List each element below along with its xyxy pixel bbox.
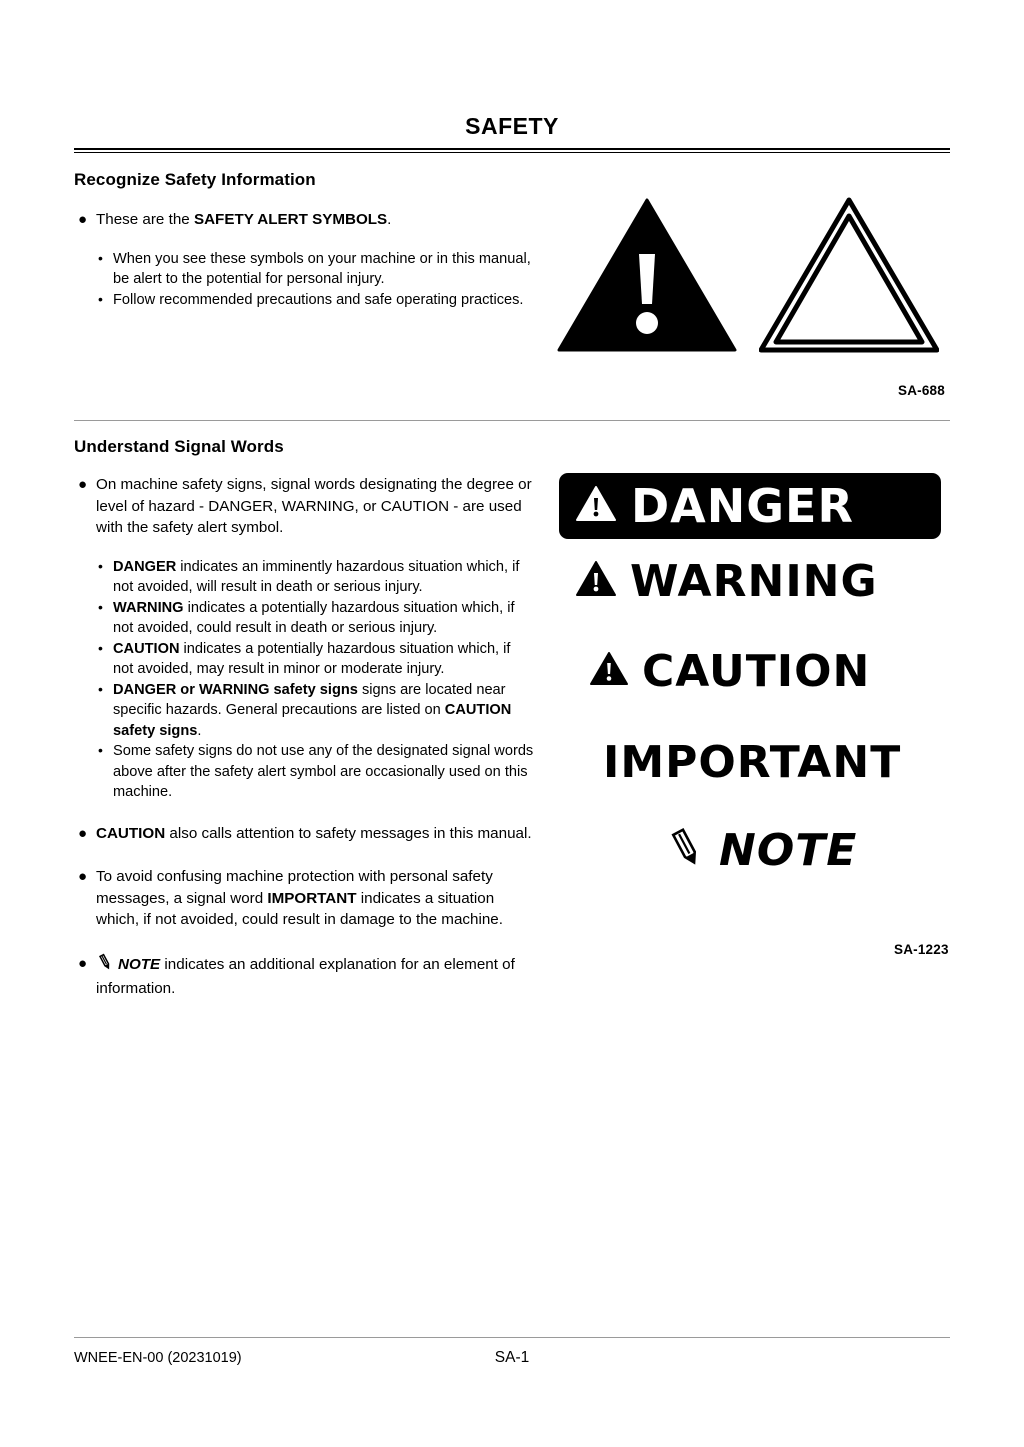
text-bold-fragment: DANGER: [113, 558, 177, 575]
spacer: [74, 846, 534, 866]
list-item: [96, 639, 534, 680]
list-item: [96, 557, 534, 598]
section-heading-recognize-safety-information: Recognize Safety Information: [74, 170, 316, 189]
footer-divider: [74, 1337, 950, 1338]
list-item: [74, 953, 534, 1000]
text-fragment: indicates an imminently hazardous situation which, if not avoided, will result in death or serious injury.: [113, 558, 520, 595]
list-item: [96, 598, 534, 639]
text-fragment: indicates a potentially hazardous situation which, if not avoided, may result in minor or moderate injury.: [113, 640, 511, 677]
sub-bullet-text: Follow recommended precautions and safe operating practices.: [113, 291, 524, 308]
figure-caption-sa-688: SA-688: [898, 383, 945, 398]
spacer: [74, 541, 534, 557]
text-bold-fragment: DANGER or WARNING safety signs: [113, 681, 358, 698]
text-bold-fragment: CAUTION: [96, 824, 166, 842]
safety-alert-triangle-outline-icon: [759, 196, 939, 354]
spacer: [74, 803, 534, 823]
pencil-icon: [667, 827, 707, 874]
pencil-icon: [96, 953, 115, 979]
bullet-dot-icon: ●: [78, 211, 88, 228]
section-divider: [74, 420, 950, 421]
safety-alert-triangle-solid-icon: [557, 196, 737, 354]
text-fragment: indicates a situation which, if not avoided, could result in damage to the machine.: [96, 889, 503, 928]
sub-bullet-icon: •: [98, 742, 103, 758]
list-item: [96, 249, 534, 290]
signal-plate-warning: [575, 551, 941, 611]
bullet-text: On machine safety signs, signal words designating the degree or level of hazard - DANGER, WARNING, or CAUTION - are used with the safety alert symbol.: [96, 476, 532, 536]
list-item: [96, 741, 534, 803]
text-fragment: also calls attention to safety messages in this manual.: [165, 824, 532, 842]
sub-bullet-icon: •: [98, 249, 103, 266]
bullet-dot-icon: ●: [78, 954, 88, 972]
signal-word-label: NOTE: [719, 824, 858, 876]
sub-bullet-icon: •: [98, 557, 103, 574]
text-fragment: indicates a potentially hazardous situation which, if not avoided, could result in death or serious injury.: [113, 599, 515, 636]
signal-plate-caution: [589, 641, 941, 701]
list-item: [96, 680, 534, 742]
figure-safety-alert-symbols: [557, 196, 939, 354]
section1-sublist: [96, 249, 534, 311]
text-fragment: indicates an additional explanation for an element of information.: [96, 955, 515, 997]
text-fragment: signs are located near specific hazards. General precautions are listed on: [113, 681, 506, 718]
section1-text-column: [74, 209, 534, 310]
spacer: [74, 933, 534, 953]
sub-bullet-icon: •: [98, 680, 103, 697]
sub-bullet-text: When you see these symbols on your machine or in this manual, be alert to the potential for personal injury.: [113, 250, 531, 287]
sub-bullet-icon: •: [98, 598, 103, 615]
signal-plate-important: [603, 733, 941, 791]
page-content: [74, 0, 950, 1447]
text-bold-fragment: SAFETY ALERT SYMBOLS: [193, 211, 388, 228]
section-heading-understand-signal-words: Understand Signal Words: [74, 437, 284, 456]
bullet-dot-icon: ●: [78, 824, 88, 842]
signal-word-label: WARNING: [630, 555, 878, 607]
page-title: SAFETY: [465, 113, 559, 139]
figure-caption-sa-1223: SA-1223: [894, 942, 949, 957]
bullet-dot-icon: ●: [78, 476, 88, 493]
section2-text-column: [74, 474, 534, 1002]
bullet-dot-icon: ●: [78, 868, 88, 885]
text-bold-fragment: CAUTION safety signs: [113, 702, 512, 739]
list-item: [74, 866, 534, 931]
footer-document-code: WNEE-EN-00 (20231019): [74, 1350, 242, 1366]
text-fragment: These are the: [96, 211, 194, 228]
header-divider: [74, 148, 950, 153]
list-item: [74, 823, 534, 845]
sub-bullet-icon: •: [98, 639, 103, 656]
text-bold-fragment: NOTE: [118, 955, 161, 973]
signal-word-label: IMPORTANT: [603, 736, 902, 788]
list-item: [96, 290, 534, 311]
footer-page-number: SA-1: [494, 1349, 530, 1366]
sub-bullet-icon: •: [98, 290, 103, 307]
spacer: [74, 233, 534, 249]
section2-sublist: [96, 557, 534, 803]
warning-triangle-icon: [575, 485, 617, 528]
text-fragment: To avoid confusing machine protection with personal safety messages, a signal word: [96, 868, 493, 907]
signal-plate-danger: [559, 473, 941, 539]
text-fragment: .: [387, 211, 392, 228]
signal-word-label: CAUTION: [642, 645, 871, 697]
text-bold-fragment: IMPORTANT: [267, 889, 357, 907]
sub-bullet-text: Some safety signs do not use any of the designated signal words above after the safety alert symbol are occasionally used on this machine.: [113, 743, 534, 800]
text-bold-fragment: WARNING: [113, 599, 184, 616]
figure-signal-words: [559, 473, 950, 923]
signal-word-label: DANGER: [631, 479, 854, 533]
signal-plate-note: [667, 821, 941, 879]
text-fragment: .: [197, 722, 202, 739]
list-item: [74, 474, 534, 539]
list-item: [74, 209, 534, 231]
warning-triangle-icon: [589, 651, 629, 692]
text-bold-fragment: CAUTION: [113, 640, 180, 657]
bullet-text: [96, 211, 391, 228]
warning-triangle-icon: [575, 560, 617, 603]
